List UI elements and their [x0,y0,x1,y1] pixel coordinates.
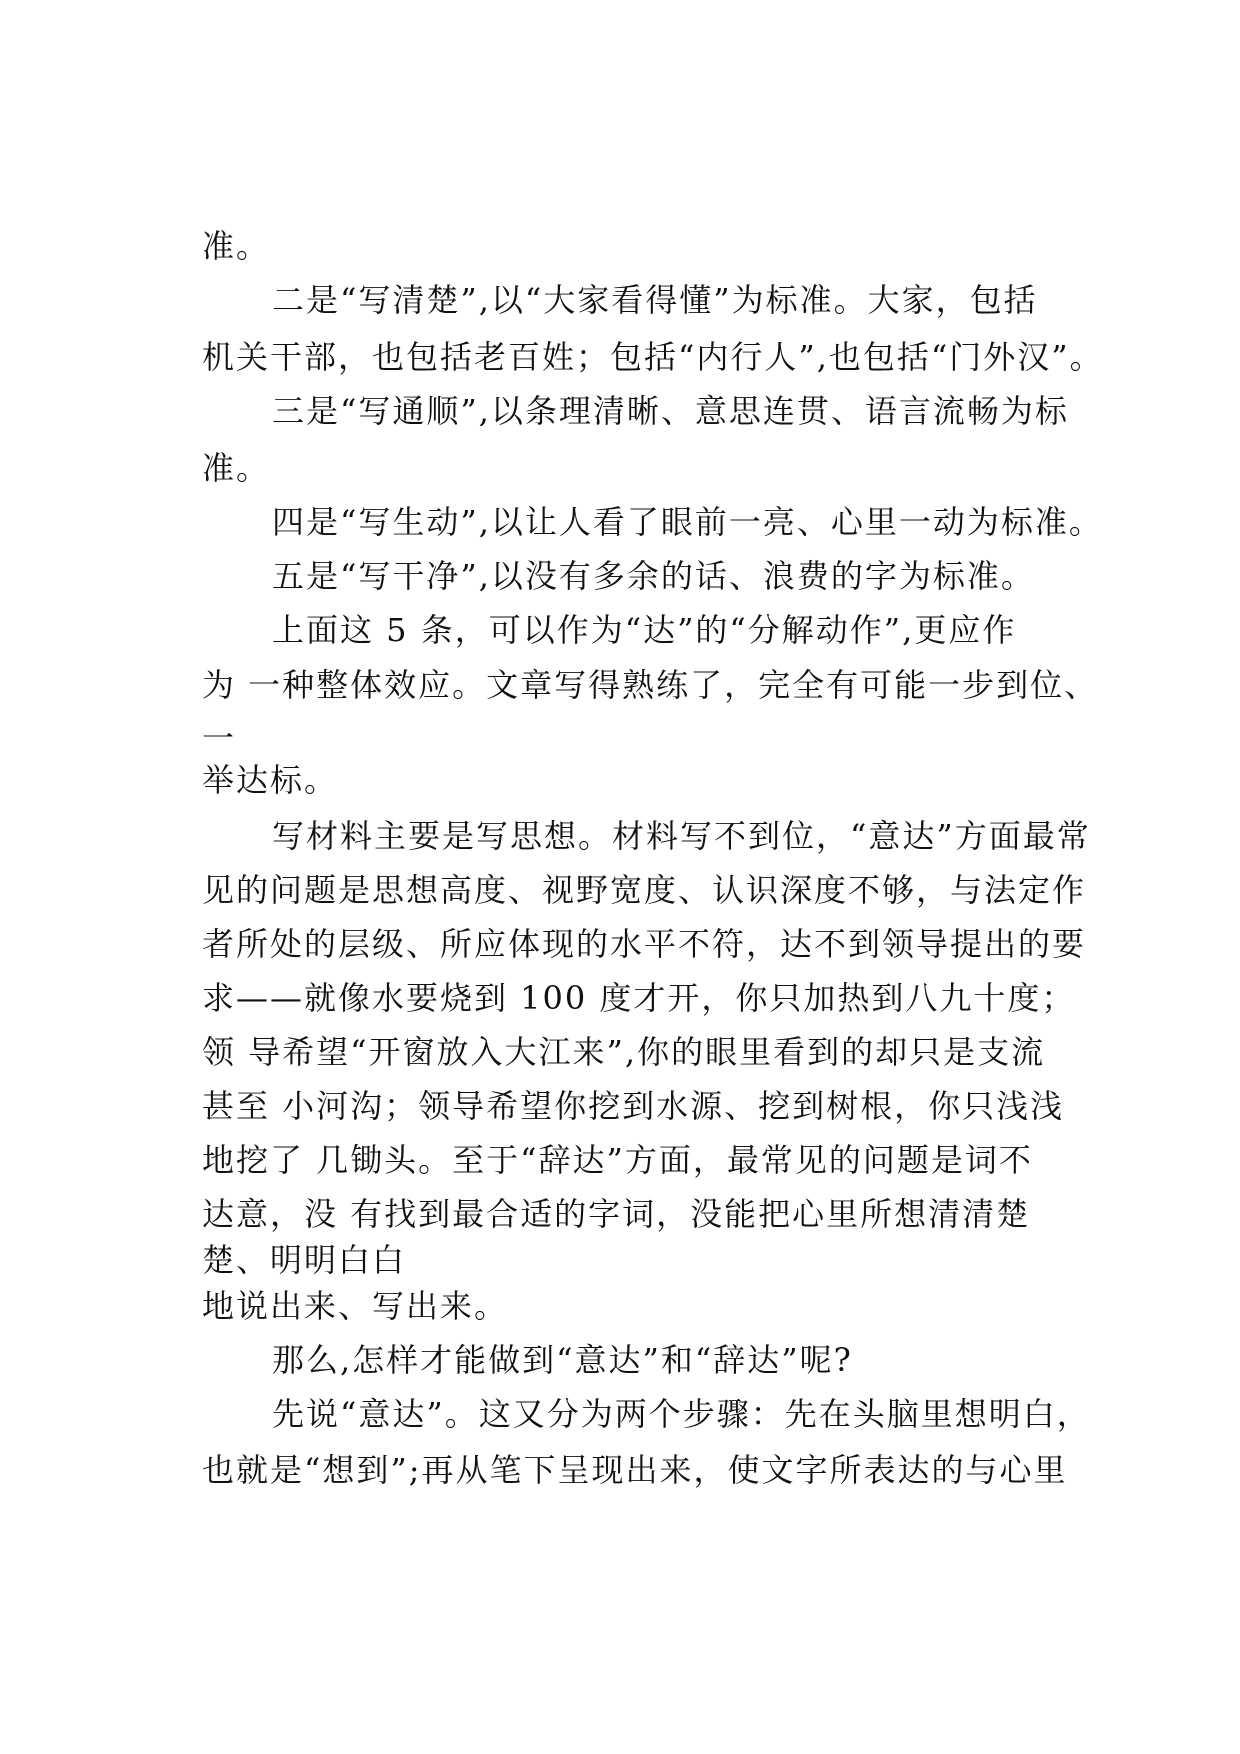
text-line: 求——就像水要烧到 100 度才开，你只加热到八九十度； [202,979,1076,1017]
text-line: 者所处的层级、所应体现的水平不符，达不到领导提出的要 [202,925,1087,963]
text-line: 上面这 5 条，可以作为“达”的“分解动作”,更应作 [272,611,1017,649]
text-line: 机关干部，也包括老百姓；包括“内行人”,也包括“门外汉”。 [202,338,1104,376]
text-line: 甚至 小河沟；领导希望你挖到水源、挖到树根，你只浅浅 [202,1087,1065,1125]
text-line: 举达标。 [202,761,339,799]
text-line: 五是“写干净”,以没有多余的话、浪费的字为标准。 [272,557,1035,595]
text-line: 二是“写清楚”,以“大家看得懂”为标准。大家，包括 [272,281,1038,319]
text-line: 准。 [202,227,271,265]
text-line: 准。 [202,449,271,487]
text-line: 领 导希望“开窗放入大江来”,你的眼里看到的却只是支流 [202,1033,1046,1071]
text-line: 写材料主要是写思想。材料写不到位，“意达”方面最常 [272,817,1091,855]
text-line: 也就是“想到”;再从笔下呈现出来，使文字所表达的与心里 [202,1451,1068,1489]
text-line: 见的问题是思想高度、视野宽度、认识深度不够，与法定作 [202,871,1087,909]
text-line: 那么,怎样才能做到“意达”和“辞达”呢? [272,1341,853,1379]
text-line: 四是“写生动”,以让人看了眼前一亮、心里一动为标准。 [272,503,1103,541]
text-line: 楚、明明白白 [202,1241,407,1279]
text-line: 达意，没 有找到最合适的字词，没能把心里所想清清楚 [202,1195,1031,1233]
text-line: 地挖了 几锄头。至于“辞达”方面，最常见的问题是词不 [202,1141,1033,1179]
text-line: 一 [202,719,237,757]
text-line: 先说“意达”。这又分为两个步骤：先在头脑里想明白， [272,1395,1091,1433]
text-line: 三是“写通顺”,以条理清晰、意思连贯、语言流畅为标 [272,392,1069,430]
text-line: 地说出来、写出来。 [202,1287,509,1325]
text-line: 为 一种整体效应。文章写得熟练了，完全有可能一步到位、 [202,666,1099,704]
